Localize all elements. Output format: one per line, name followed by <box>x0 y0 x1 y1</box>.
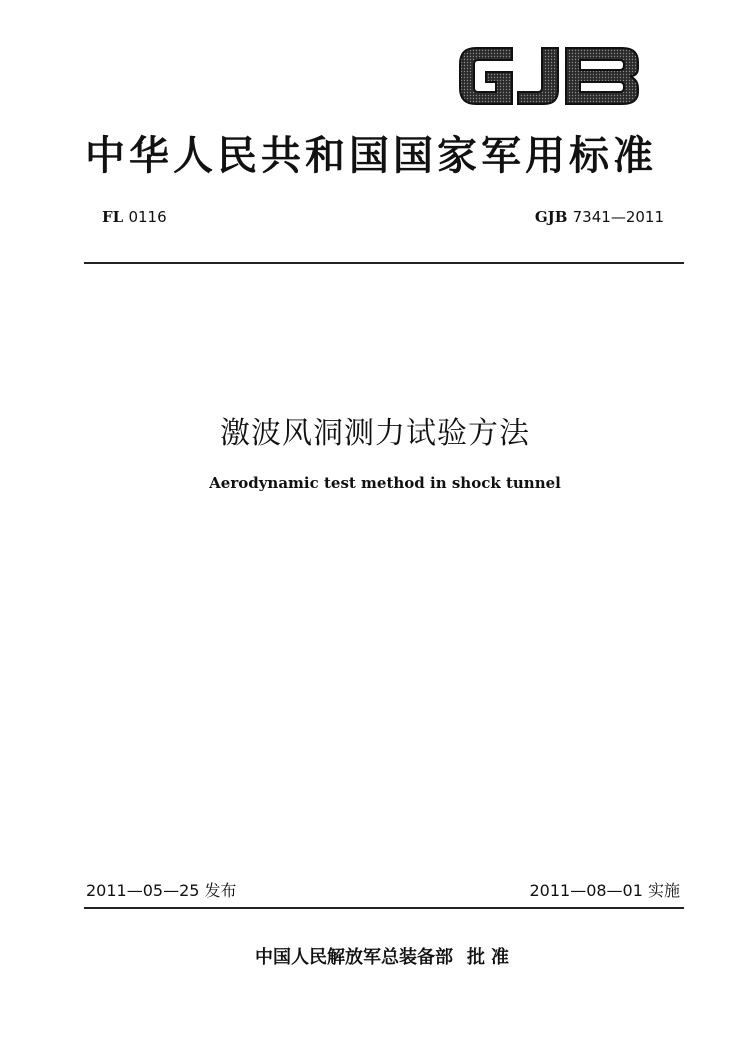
approval-label: 批准 <box>467 947 515 968</box>
issue-date: 2011—05—25 发布 <box>86 881 237 900</box>
gjb-logo <box>454 40 644 112</box>
fl-number: 0116 <box>128 208 167 226</box>
document-title-english: Aerodynamic test method in shock tunnel <box>209 474 561 492</box>
standard-title: 中华人民共和国国家军用标准 <box>85 133 657 179</box>
approving-authority: 中国人民解放军总装备部 <box>255 947 453 968</box>
gjb-logo-graphic <box>454 40 644 112</box>
gjb-number: 7341—2011 <box>572 208 664 226</box>
header-divider <box>84 262 684 264</box>
gjb-prefix: GJB <box>534 208 568 226</box>
footer-divider <box>84 907 684 909</box>
implementation-date: 2011—08—01 实施 <box>529 881 680 900</box>
fl-prefix: FL <box>102 208 124 226</box>
gjb-standard-number <box>535 208 664 226</box>
document-title-chinese: 激波风洞测力试验方法 <box>220 416 530 451</box>
approval-line <box>0 943 750 969</box>
fl-classification-code <box>102 208 167 226</box>
